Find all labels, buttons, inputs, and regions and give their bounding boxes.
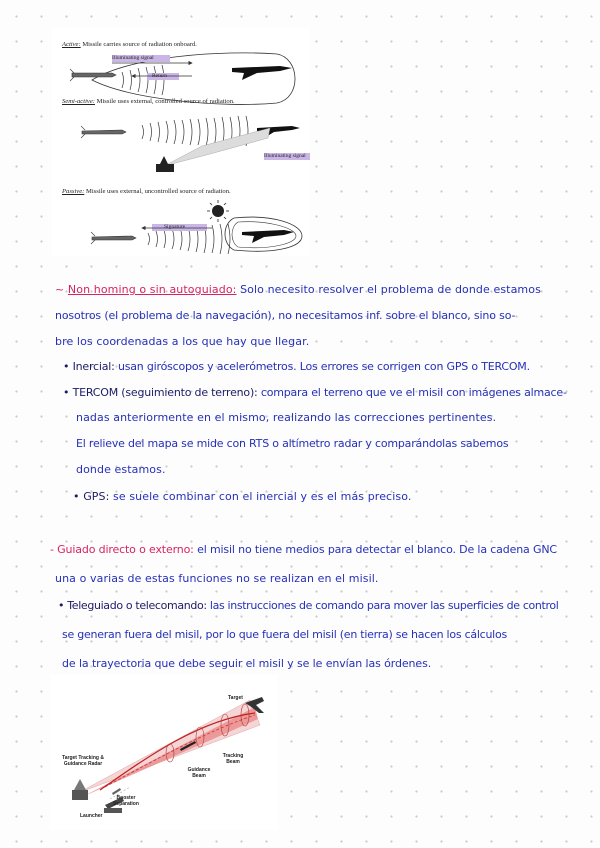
homing-types-diagram <box>52 28 310 256</box>
active-return-label: Return <box>152 73 167 79</box>
passive-signature-label: Signature <box>164 224 186 230</box>
teleguiado-item <box>58 599 559 612</box>
command-guidance-figure <box>50 675 278 830</box>
tercom-term: TERCOM (seguimiento de terreno): <box>72 386 258 399</box>
passive-caption-text: Missile uses external, uncontrolled source of radiation. <box>84 188 231 195</box>
semi-caption-text: Missile uses external, controlled source of radiation. <box>94 98 235 105</box>
passive-caption-label: Passive: <box>62 188 85 195</box>
booster-separation-label: Booster Separation <box>113 795 139 807</box>
gps-item <box>73 490 411 503</box>
section2-line2: una o varias de estas funciones no se realizan en el misil. <box>55 572 379 585</box>
active-caption-label: Active: <box>62 41 81 48</box>
target-label: Target <box>228 695 243 701</box>
section1-heading-line <box>55 283 541 296</box>
active-signal-label: Illuminating signal <box>112 55 154 61</box>
inercial-item <box>63 360 530 373</box>
section1-line3: bre los coordenadas a los que hay que llegar. <box>55 335 310 348</box>
inercial-bullet: • <box>63 360 73 373</box>
teleguiado-line3: de la trayectoria que debe seguir el misil y se le envían las órdenes. <box>62 657 432 670</box>
section2-title-text: Guiado directo o externo: <box>57 543 194 556</box>
tercom-bullet: • <box>63 386 73 399</box>
section1-line2: nosotros (el problema de la navegación), no necesitamos inf. sobre el blanco, sino so- <box>55 309 516 322</box>
gps-term: GPS: <box>83 490 110 503</box>
tercom-line3: El relieve del mapa se mide con RTS o altímetro radar y comparándolas sabemos <box>76 437 509 450</box>
passive-caption <box>62 188 231 195</box>
tercom-line1: compara el terreno que ve el misil con imágenes almace- <box>257 386 567 399</box>
gps-text: se suele combinar con el inercial y es el más preciso. <box>109 490 412 503</box>
section1-title: ~ Non homing o sin autoguiado: <box>55 283 237 296</box>
section1-line1-rest: Solo necesito resolver el problema de donde estamos <box>236 283 541 296</box>
semi-active-caption <box>62 98 235 105</box>
gps-bullet: • <box>73 490 84 503</box>
tercom-line4: donde estamos. <box>76 463 166 476</box>
tercom-item <box>63 386 567 399</box>
teleguiado-line1: las instrucciones de comando para mover las superficies de control <box>206 599 559 612</box>
tracking-beam-label: Tracking Beam <box>222 753 244 765</box>
semi-signal-label: Illuminating signal <box>264 153 306 159</box>
tercom-line2: nadas anteriormente en el mismo, realizando las correcciones pertinentes. <box>76 411 497 424</box>
section2-heading-line <box>50 543 557 556</box>
section2-title: - Guiado directo o externo: <box>50 543 194 556</box>
guidance-beam-label: Guidance Beam <box>187 767 211 779</box>
tracking-radar-label: Target Tracking & Guidance Radar <box>62 755 104 767</box>
section2-line1-rest: el misil no tiene medios para detectar el blanco. De la cadena GNC <box>193 543 557 556</box>
teleguiado-term: Teleguiado o telecomando: <box>67 599 207 612</box>
passive-homing-diagram <box>91 200 302 254</box>
active-homing-diagram <box>70 53 295 105</box>
semi-caption-label: Semi-active: <box>62 98 95 105</box>
active-caption-text: Missile carries source of radiation onboard. <box>80 41 197 48</box>
semi-active-homing-diagram <box>81 116 310 172</box>
homing-types-figure <box>52 28 310 256</box>
launcher-label: Launcher <box>80 813 103 819</box>
section1-title-text: Non homing o sin autoguiado: <box>67 283 237 296</box>
teleguiado-bullet: • <box>58 599 68 612</box>
inercial-term: Inercial: <box>72 360 115 373</box>
active-caption <box>62 41 197 48</box>
inercial-text: usan giróscopos y acelerómetros. Los errores se corrigen con GPS o TERCOM. <box>114 360 530 373</box>
teleguiado-line2: se generan fuera del misil, por lo que fuera del misil (en tierra) se hacen los cálculos <box>62 628 507 641</box>
